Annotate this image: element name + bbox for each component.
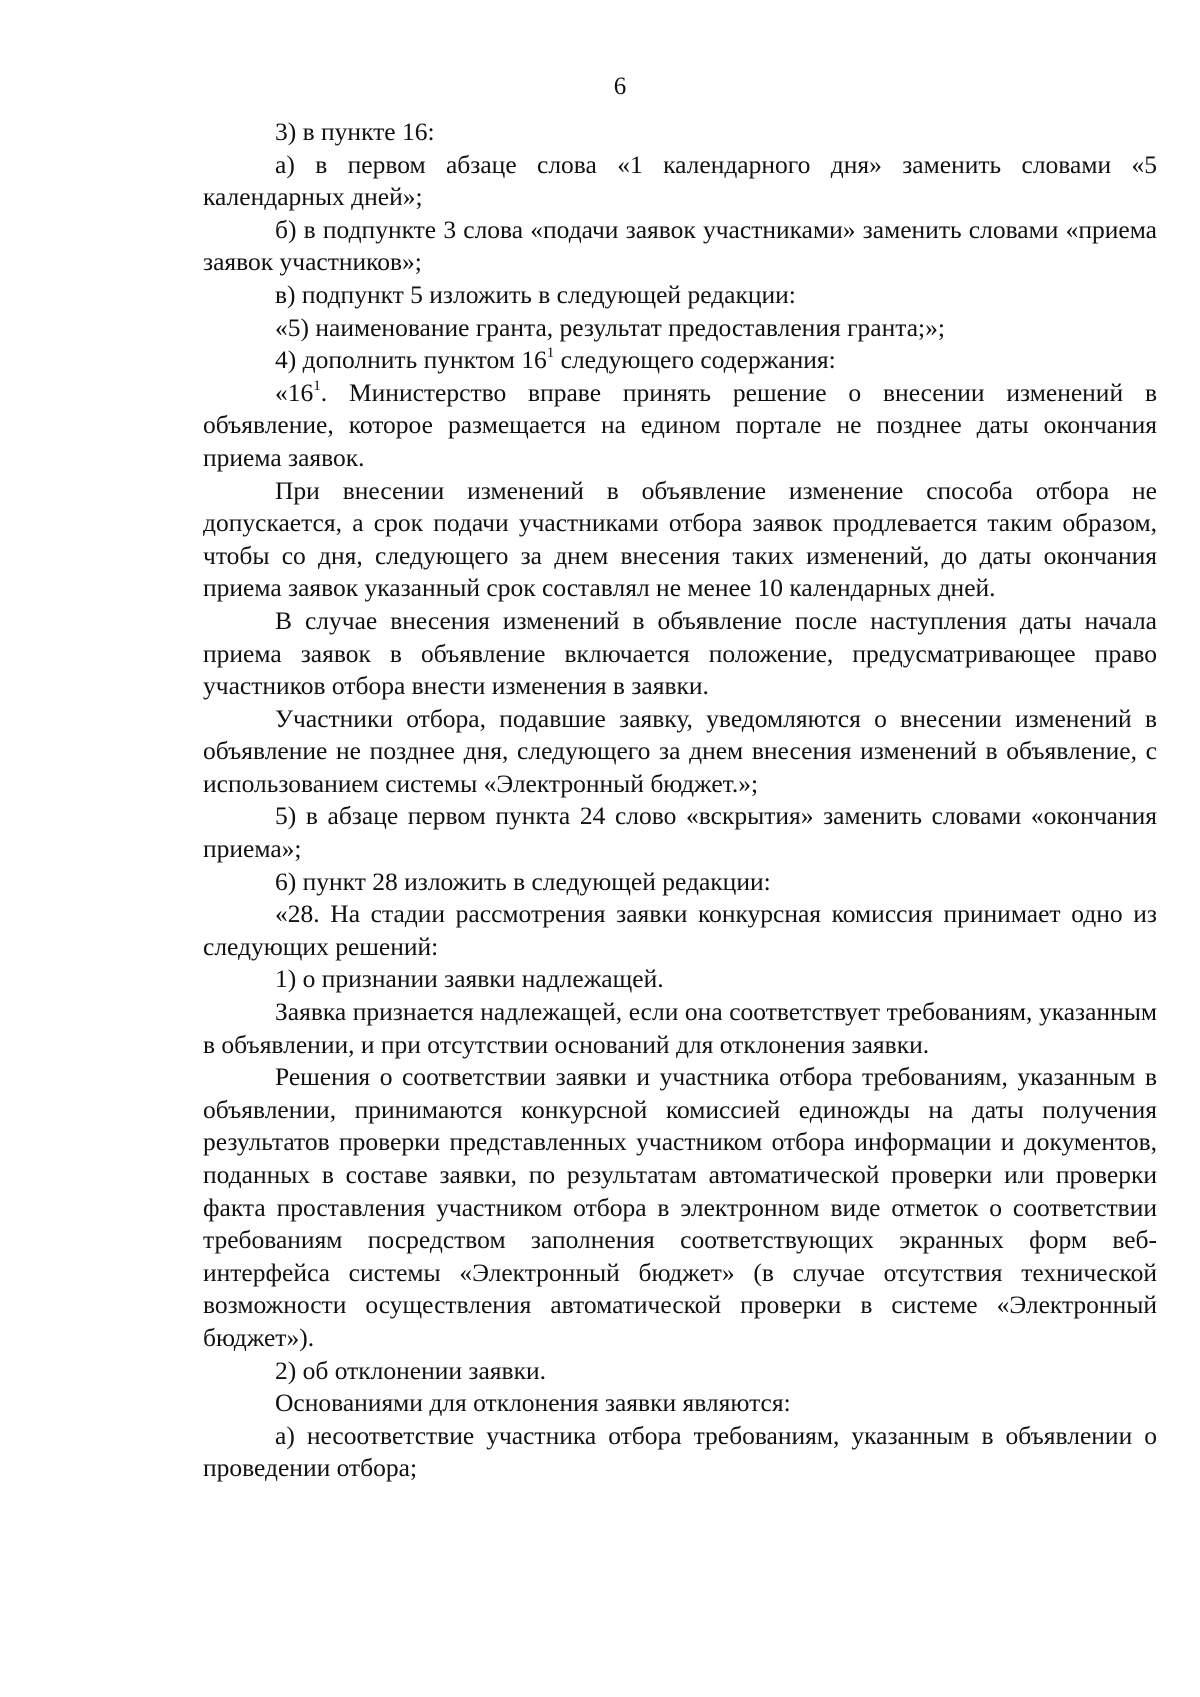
paragraph-subitem-v: в) подпункт 5 изложить в следующей редакции: [275,279,796,309]
paragraph-changes-after-start: В случае внесения изменений в объявление после наступления даты начала приема заявок в объявление включается положение, предусматривающее право участников отбора внести изменения в заявки. [203,605,1157,701]
paragraph-decision-2: 2) об отклонении заявки. [275,1355,546,1385]
paragraph-decisions-compliance: Решения о соответствии заявки и участника отбора требованиям, указанным в объявлении, принимаются конкурсной комиссией единожды на даты получения результатов проверки представленных участником отбора информации и документов, поданных в составе заявки, по результатам автоматической проверки или проверки факта проставления участником отбора в электронном виде отметок о соответствии требованиям посредством заполнения соответствующих экранных форм веб-интерфейса системы «Электронный бюджет» (в случае отсутствия технической возможности осуществления автоматической проверки в системе «Электронный бюджет»). [203,1062,1157,1352]
paragraph-changes-rules: При внесении изменений в объявление изменение способа отбора не допускается, а срок подачи участниками отбора заявок продлевается таким образом, чтобы со дня, следующего за днем внесения таких изменений, до даты окончания приема заявок указанный срок составлял не менее 10 календарных дней. [203,475,1157,603]
text-run: следующего содержания: [554,345,836,375]
superscript: 1 [546,345,555,362]
text-run: . Министерство вправе принять решение о внесении изменений в объявление, которое размещается на едином портале не позднее даты окончания приема заявок. [203,377,1157,472]
paragraph-quote-5: «5) наименование гранта, результат предоставления гранта;»; [275,312,945,342]
paragraph-proper-application: Заявка признается надлежащей, если она соответствует требованиям, указанным в объявлении, и при отсутствии оснований для отклонения заявки. [203,997,1157,1059]
paragraph-decision-1: 1) о признании заявки надлежащей. [275,964,664,994]
text-run: «16 [275,377,314,407]
paragraph-rejection-grounds: Основаниями для отклонения заявки являются: [275,1388,791,1418]
paragraph-point-16-1 [203,377,1157,475]
paragraph-ground-a: а) несоответствие участника отбора требованиям, указанным в объявлении о проведении отбора; [203,1420,1157,1483]
page-number: 6 [613,73,627,100]
superscript: 1 [313,377,321,394]
paragraph-notification: Участники отбора, подавшие заявку, уведомляются о внесении изменений в объявление не позднее дня, следующего за днем внесения изменений в объявление, с использованием системы «Электронный бюджет.»; [203,703,1157,798]
paragraph-item-3: 3) в пункте 16: [275,117,435,146]
paragraph-item-5: 5) в абзаце первом пункта 24 слово «вскрытия» заменить словами «окончания приема»; [203,801,1157,864]
document-body [203,116,1157,1485]
paragraph-item-6: 6) пункт 28 изложить в следующей редакции: [275,866,771,896]
paragraph-item-4 [203,344,1157,377]
paragraph-point-28: «28. На стадии рассмотрения заявки конкурсная комиссия принимает одно из следующих решений: [203,899,1157,961]
text-run: 4) дополнить пунктом 16 [275,345,547,375]
paragraph-subitem-b: б) в подпункте 3 слова «подачи заявок участниками» заменить словами «приема заявок участников»; [203,214,1157,277]
paragraph-subitem-a: а) в первом абзаце слова «1 календарного дня» заменить словами «5 календарных дней»; [203,149,1157,212]
